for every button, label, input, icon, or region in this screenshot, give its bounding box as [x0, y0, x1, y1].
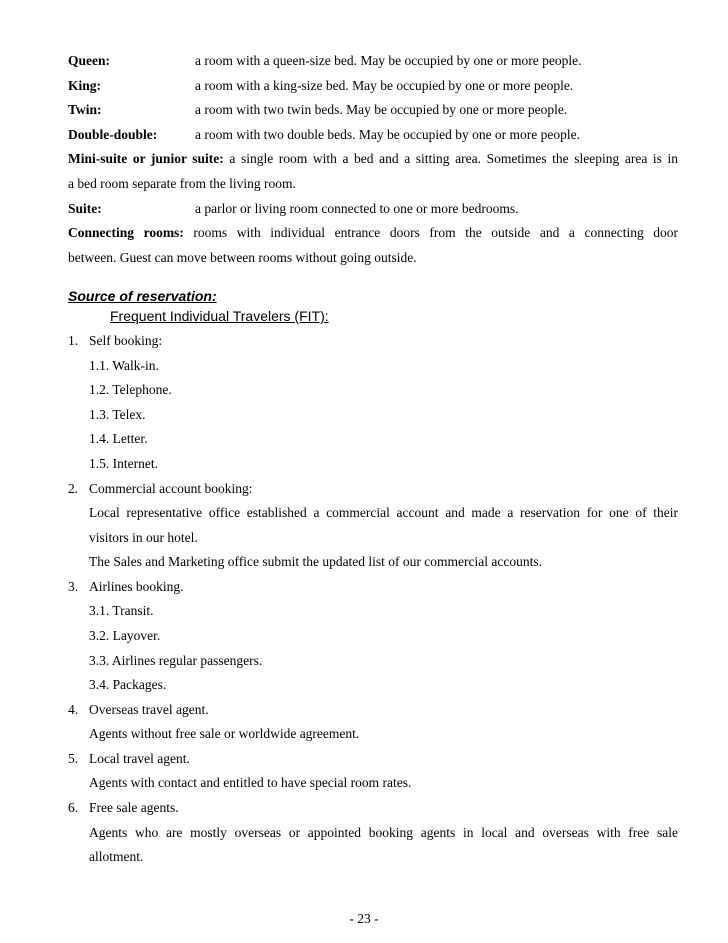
list-item-airlines: Airlines booking. — [89, 579, 184, 594]
desc-mini-suite-2: a bed room separate from the living room. — [68, 176, 296, 191]
sub-item-telex: 1.3. Telex. — [89, 407, 146, 422]
desc-connecting-2: between. Guest can move between rooms without going outside. — [68, 250, 417, 265]
sub-item-packages: 3.4. Packages. — [89, 677, 167, 692]
term-queen: Queen: — [68, 53, 110, 68]
sub-item-internet: 1.5. Internet. — [89, 456, 158, 471]
desc-queen: a room with a queen-size bed. May be occupied by one or more people. — [195, 53, 582, 68]
sub-item-layover: 3.2. Layover. — [89, 628, 161, 643]
sub-item-telephone: 1.2. Telephone. — [89, 382, 172, 397]
term-twin: Twin: — [68, 102, 102, 117]
list-number-2: 2. — [68, 481, 79, 496]
connecting-line1 — [68, 224, 678, 242]
list-item-free-sale: Free sale agents. — [89, 800, 179, 815]
desc-suite: a parlor or living room connected to one or more bedrooms. — [195, 201, 519, 216]
commercial-para-2: visitors in our hotel. — [89, 530, 198, 545]
mini-suite-line1 — [68, 150, 678, 168]
list-number-5: 5. — [68, 751, 79, 766]
sub-item-letter: 1.4. Letter. — [89, 431, 148, 446]
source-heading: Source of reservation: — [68, 288, 217, 304]
sub-item-regular-passengers: 3.3. Airlines regular passengers. — [89, 653, 263, 668]
commercial-para-1: Local representative office established a commercial account and made a reservation for one of their — [89, 505, 678, 520]
fit-heading: Frequent Individual Travelers (FIT): — [110, 308, 329, 324]
list-item-local-agent: Local travel agent. — [89, 751, 190, 766]
term-king: King: — [68, 78, 102, 93]
desc-connecting-1: rooms with individual entrance doors from the outside and a connecting door — [193, 225, 679, 240]
list-item-self-booking: Self booking: — [89, 333, 163, 348]
list-number-3: 3. — [68, 579, 79, 594]
desc-double-double: a room with two double beds. May be occupied by one or more people. — [195, 127, 581, 142]
term-connecting: Connecting rooms: — [68, 225, 184, 240]
term-mini-suite: Mini-suite or junior suite: — [68, 151, 224, 166]
list-number-1: 1. — [68, 333, 79, 348]
list-item-overseas-agent: Overseas travel agent. — [89, 702, 209, 717]
page-number: - 23 - — [349, 911, 379, 926]
free-sale-para-2: allotment. — [89, 849, 144, 864]
overseas-agent-para: Agents without free sale or worldwide agreement. — [89, 726, 360, 741]
list-number-4: 4. — [68, 702, 79, 717]
free-sale-para-1: Agents who are mostly overseas or appointed booking agents in local and overseas with free sale — [89, 825, 678, 840]
sub-item-walk-in: 1.1. Walk-in. — [89, 358, 159, 373]
desc-twin: a room with two twin beds. May be occupied by one or more people. — [195, 102, 568, 117]
local-agent-para: Agents with contact and entitled to have special room rates. — [89, 775, 412, 790]
term-suite: Suite: — [68, 201, 102, 216]
desc-mini-suite-1: a single room with a bed and a sitting area. Sometimes the sleeping area is in — [229, 151, 678, 166]
sub-item-transit: 3.1. Transit. — [89, 603, 154, 618]
commercial-para-3: The Sales and Marketing office submit the updated list of our commercial accounts. — [89, 554, 542, 569]
list-item-commercial: Commercial account booking: — [89, 481, 253, 496]
desc-king: a room with a king-size bed. May be occupied by one or more people. — [195, 78, 574, 93]
list-number-6: 6. — [68, 800, 79, 815]
term-double-double: Double-double: — [68, 127, 158, 142]
